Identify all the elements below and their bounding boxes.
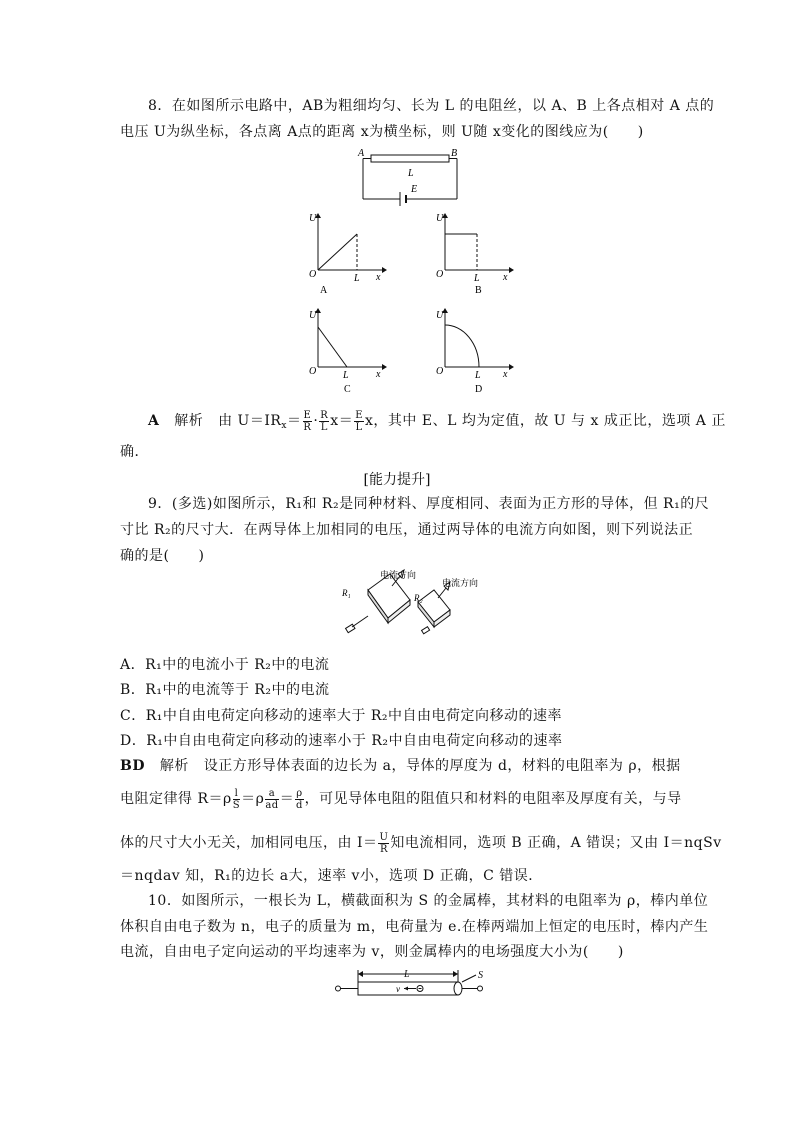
q8-analysis-line2: 确． [120,444,149,460]
q9-frac-c: $\frac{\rho}{d}$ [295,787,303,811]
q9-frac-d: $\frac{U}{R}$ [379,831,389,855]
q9-frac-a: $\frac{l}{S}$ [232,787,241,811]
q9-analysis-text: 设正方形导体表面的边长为 a，导体的厚度为 d，材料的电阻率为 ρ，根据 [203,758,681,774]
circuit-label-e: E [411,184,418,195]
origin: O [436,269,444,280]
q10-line3: 电流，自由电子定向运动的平均速率为 v，则金属棒内的电场强度大小为( ) [120,944,624,960]
q8-analysis-label: 解析 [174,413,204,429]
q8-frac2: $\frac{R}{L}$ [320,409,329,433]
option-label: A [320,285,328,296]
axis-x: x [503,369,508,380]
tick-l: L [475,370,481,381]
q8-frac3: $\frac{E}{L}$ [355,409,364,433]
q8-analysis-mid: x＝ [330,413,354,429]
q9-analysis-line1 [120,756,681,776]
axis-x: x [503,272,508,283]
q9-analysis-label: 解析 [159,758,189,774]
graph-option-c [306,305,396,397]
q9-line2: 寸比 R₂的尺寸大．在两导体上加相同的电压，通过两导体的电流方向如图，则下列说法正 [120,522,694,538]
q10-rod-figure [334,964,494,1004]
axis-u: U [309,213,317,224]
q9-analysis-line2: 电阻定律得 R＝ρ $\frac{l}{S}$ ＝ρ $\frac{a}{ad}$ ＝ $\frac{\rho}{d}$ ，可见导体电阻的阻值只和材料的电阻率及厚度有关，与导 [120,787,682,811]
label-r1: R₁ [342,588,351,598]
graph-option-a [306,210,396,298]
rod-length-label: L [404,969,410,980]
q9-option-a: A．R₁中的电流小于 R₂中的电流 [120,657,330,673]
option-label: C [344,384,351,395]
q9-answer: BD [120,758,145,774]
tick-l: L [354,273,360,284]
circuit-label-a: A [358,148,365,159]
q9-analysis-line4: ＝nqdav 知，R₁的边长 a大，速率 v小，选项 D 正确，C 错误． [120,868,543,884]
axis-x: x [376,369,381,380]
q10-line1: 10．如图所示，一根长为 L，横截面积为 S 的金属棒，其材料的电阻率为 ρ，棒内单位 [148,893,709,909]
q8-frac1: $\frac{E}{R}$ [303,409,312,433]
q8-answer: A [148,413,160,429]
conductor-r2 [418,582,450,634]
circuit-label-l: L [408,168,414,179]
q8-analysis-sub: x [281,421,287,431]
graph-option-b [433,210,523,298]
q9-line1: 9．(多选)如图所示，R₁和 R₂是同种材料、厚度相同、表面为正方形的导体，但 R₁的尺 [148,496,710,512]
q9-conductor-figure [338,566,498,642]
q9-analysis-line3: 体的尺寸大小无关，加相同电压，由 I＝ $\frac{U}{R}$ 知电流相同，选项 B 正确，A 错误；又由 I＝nqSv [120,831,722,855]
rod-area-label: S [478,970,483,981]
tick-l: L [343,370,349,381]
origin: O [309,269,317,280]
tick-l: L [474,273,480,284]
label-r2: R₂ [414,593,423,603]
origin: O [436,366,444,377]
q8-line1: 8．在如图所示电路中，AB为粗细均匀、长为 L 的电阻丝，以 A、B 上各点相对 A 点的 [148,98,715,114]
q9-option-b: B．R₁中的电流等于 R₂中的电流 [120,682,330,698]
origin: O [309,366,317,377]
option-label: D [475,384,483,395]
q8-analysis-pre: 由 U＝IR [218,413,282,429]
axis-x: x [376,272,381,283]
q9-line3: 确的是( ) [120,548,205,564]
axis-u: U [309,310,317,321]
q8-line2: 电压 U为纵坐标，各点离 A点的距离 x为横坐标，则 U随 x变化的图线应为( ) [120,124,644,140]
option-label: B [475,285,482,296]
q9-option-d: D．R₁中自由电荷定向移动的速率小于 R₂中自由电荷定向移动的速率 [120,733,563,749]
q8-dot: · [313,413,319,429]
q9-frac-b: $\frac{a}{ad}$ [265,787,279,811]
graph-option-d [433,305,523,397]
section-title: [能力提升] [363,472,431,488]
circuit-label-b: B [451,148,458,159]
current-direction-1: 电流方向 [380,570,417,580]
q9-option-c: C．R₁中自由电荷定向移动的速率大于 R₂中自由电荷定向移动的速率 [120,708,562,724]
q8-analysis-eq: ＝ [287,413,302,429]
current-direction-2: 电流方向 [442,578,479,588]
q8-circuit-diagram [355,148,465,206]
q8-analysis [148,407,726,435]
axis-u: U [436,213,444,224]
axis-u: U [436,310,444,321]
q10-line2: 体积自由电子数为 n，电子的质量为 m，电荷量为 e.在棒两端加上恒定的电压时，棒内产生 [120,919,709,935]
q8-analysis-post: x，其中 E、L 均为定值，故 U 与 x 成正比，选项 A 正 [365,413,726,429]
velocity-label: v [396,984,400,994]
